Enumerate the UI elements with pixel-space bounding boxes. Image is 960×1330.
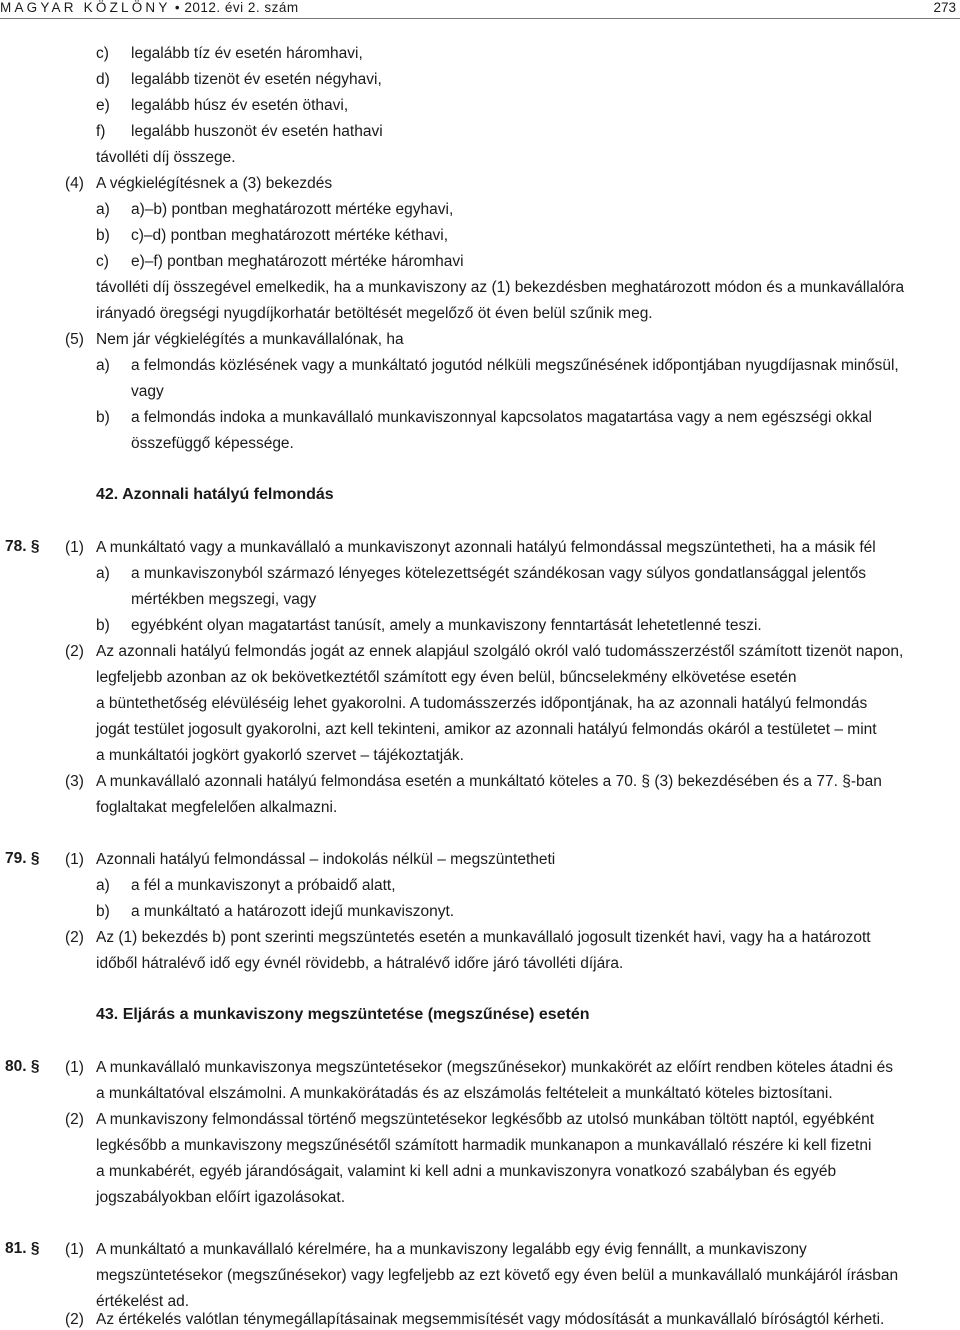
header-journal-info xyxy=(0,0,299,15)
paragraph-number: (1) xyxy=(65,1059,84,1076)
paragraph-text: A végkielégítésnek a (3) bekezdés xyxy=(96,175,333,192)
paragraph-text: A munkáltató a munkavállaló kérelmére, ha a munkaviszony legalább egy évig fennállt, a munkaviszony xyxy=(96,1241,807,1258)
paragraph-number: (5) xyxy=(65,331,84,348)
paragraph-text: legkésőbb a munkaviszony megszűnésétől számított harmadik munkanapon a munkavállaló részére ki kell fizetni xyxy=(96,1137,872,1154)
list-item: a fél a munkaviszonyt a próbaidő alatt, xyxy=(131,877,396,894)
section-number: 80. § xyxy=(5,1058,40,1075)
list-item: összefüggő képessége. xyxy=(131,435,294,452)
list-item: legalább tizenöt év esetén négyhavi, xyxy=(131,71,382,88)
paragraph-text: a munkabérét, egyéb járandóságait, valamint ki kell adni a munkaviszonyra vonatkozó szabályban és egyéb xyxy=(96,1163,837,1180)
journal-title: MAGYAR KÖZLÖNY xyxy=(0,0,171,15)
paragraph-text: jogát testület jogosult gyakorolni, azt kell tekinteni, amikor az azonnali hatályú felmondás okáról a testületet – mint xyxy=(96,721,877,738)
section-number: 78. § xyxy=(5,538,40,555)
list-label: b) xyxy=(96,227,110,244)
list-item: a munkáltató a határozott idejű munkaviszonyt. xyxy=(131,903,455,920)
list-label: c) xyxy=(96,253,109,270)
paragraph-number: (2) xyxy=(65,1311,84,1328)
section-heading: 43. Eljárás a munkaviszony megszüntetése (megszűnése) esetén xyxy=(96,1006,590,1023)
paragraph-text: Azonnali hatályú felmondással – indokolás nélkül – megszüntetheti xyxy=(96,851,556,868)
list-label: a) xyxy=(96,565,110,582)
list-label: f) xyxy=(96,123,106,140)
paragraph-number: (2) xyxy=(65,643,84,660)
list-label: e) xyxy=(96,97,110,114)
paragraph-text: A munkáltató vagy a munkavállaló a munkaviszonyt azonnali hatályú felmondással megszüntetheti, ha a másik fél xyxy=(96,539,876,556)
list-label: c) xyxy=(96,45,109,62)
paragraph-text: A munkaviszony felmondással történő megszüntetésekor legkésőbb az utolsó munkában töltött naptól, egyébként xyxy=(96,1111,875,1128)
paragraph-text: irányadó öregségi nyugdíjkorhatár betöltését megelőző öt éven belül szűnik meg. xyxy=(96,305,653,322)
list-item: a)–b) pontban meghatározott mértéke egyhavi, xyxy=(131,201,454,218)
list-label: b) xyxy=(96,617,110,634)
paragraph-text: Az értékelés valótlan ténymegállapításainak megsemmisítését vagy módosítását a munkavállaló bíróságtól kérheti. xyxy=(96,1311,885,1328)
issue-label: 2012. évi 2. szám xyxy=(184,0,299,15)
paragraph-text: távolléti díj összegével emelkedik, ha a munkaviszony az (1) bekezdésben meghatározott módon és a munkavállalóra xyxy=(96,279,905,296)
list-item: c)–d) pontban meghatározott mértéke kéthavi, xyxy=(131,227,449,244)
paragraph-text: megszüntetésekor (megszűnésekor) vagy legfeljebb az ezt követő egy éven belül a munkavállaló munkájáról írásban xyxy=(96,1267,899,1284)
list-label: a) xyxy=(96,201,110,218)
list-label: b) xyxy=(96,903,110,920)
paragraph-number: (3) xyxy=(65,773,84,790)
paragraph-number: (1) xyxy=(65,851,84,868)
paragraph-text: Az (1) bekezdés b) pont szerinti megszüntetés esetén a munkavállaló jogosult tizenkét havi, vagy ha a határozott xyxy=(96,929,871,946)
list-item: egyébként olyan magatartást tanúsít, amely a munkaviszony fenntartását lehetetlenné teszi. xyxy=(131,617,762,634)
list-item: a felmondás közlésének vagy a munkáltató jogutód nélküli megszűnésének időpontjában nyugdíjasnak minősül, xyxy=(131,357,899,374)
header-rule xyxy=(0,18,960,19)
page-header xyxy=(0,0,960,20)
paragraph-text: foglaltakat megfelelően alkalmazni. xyxy=(96,799,338,816)
list-label: a) xyxy=(96,877,110,894)
paragraph-text: a munkáltatóval elszámolni. A munkakörátadás és az elszámolás feltételeit a munkáltató köteles biztosítani. xyxy=(96,1085,833,1102)
list-item: e)–f) pontban meghatározott mértéke háromhavi xyxy=(131,253,464,270)
list-item: legalább tíz év esetén háromhavi, xyxy=(131,45,363,62)
page-number: 273 xyxy=(933,0,956,15)
paragraph-text: időből hátralévő idő egy évnél rövidebb, a hátralévő időre járó távolléti díjára. xyxy=(96,955,624,972)
list-item: legalább húsz év esetén öthavi, xyxy=(131,97,349,114)
paragraph-number: (1) xyxy=(65,1241,84,1258)
paragraph-text: Nem jár végkielégítés a munkavállalónak, ha xyxy=(96,331,404,348)
paragraph-number: (2) xyxy=(65,1111,84,1128)
list-item: legalább huszonöt év esetén hathavi xyxy=(131,123,383,140)
paragraph-number: (4) xyxy=(65,175,84,192)
list-label: b) xyxy=(96,409,110,426)
paragraph-number: (1) xyxy=(65,539,84,556)
paragraph-text: A munkavállaló azonnali hatályú felmondása esetén a munkáltató köteles a 70. § (3) bekezdésében és a 77. §-ban xyxy=(96,773,882,790)
paragraph-text: értékelést ad. xyxy=(96,1293,190,1310)
list-item: a munkaviszonyból származó lényeges kötelezettségét szándékosan vagy súlyos gondatlansággal jelentős xyxy=(131,565,866,582)
section-number: 79. § xyxy=(5,850,40,867)
paragraph-text: a büntethetőség elévüléséig lehet gyakorolni. A tudomásszerzés időpontjának, ha az azonnali hatályú felmondás xyxy=(96,695,868,712)
paragraph-number: (2) xyxy=(65,929,84,946)
list-label: a) xyxy=(96,357,110,374)
paragraph-text: a munkáltatói jogkört gyakorló szervet – tájékoztatják. xyxy=(96,747,464,764)
header-bullet: • xyxy=(174,0,181,15)
list-item: vagy xyxy=(131,383,164,400)
paragraph-text: legfeljebb azonban az ok bekövetkeztétől számított egy éven belül, bűncselekmény elkövetése esetén xyxy=(96,669,797,686)
list-label: d) xyxy=(96,71,110,88)
section-number: 81. § xyxy=(5,1240,40,1257)
list-item: a felmondás indoka a munkavállaló munkaviszonnyal kapcsolatos magatartása vagy a nem egészségi okkal xyxy=(131,409,872,426)
list-item: mértékben megszegi, vagy xyxy=(131,591,317,608)
list-tail: távolléti díj összege. xyxy=(96,149,236,166)
paragraph-text: Az azonnali hatályú felmondás jogát az ennek alapjául szolgáló okról való tudomásszerzéstől számított tizenöt napon, xyxy=(96,643,904,660)
section-heading: 42. Azonnali hatályú felmondás xyxy=(96,486,334,503)
paragraph-text: jogszabályokban előírt igazolásokat. xyxy=(96,1189,346,1206)
paragraph-text: A munkavállaló munkaviszonya megszüntetésekor (megszűnésekor) munkakörét az előírt rendben köteles átadni és xyxy=(96,1059,893,1076)
